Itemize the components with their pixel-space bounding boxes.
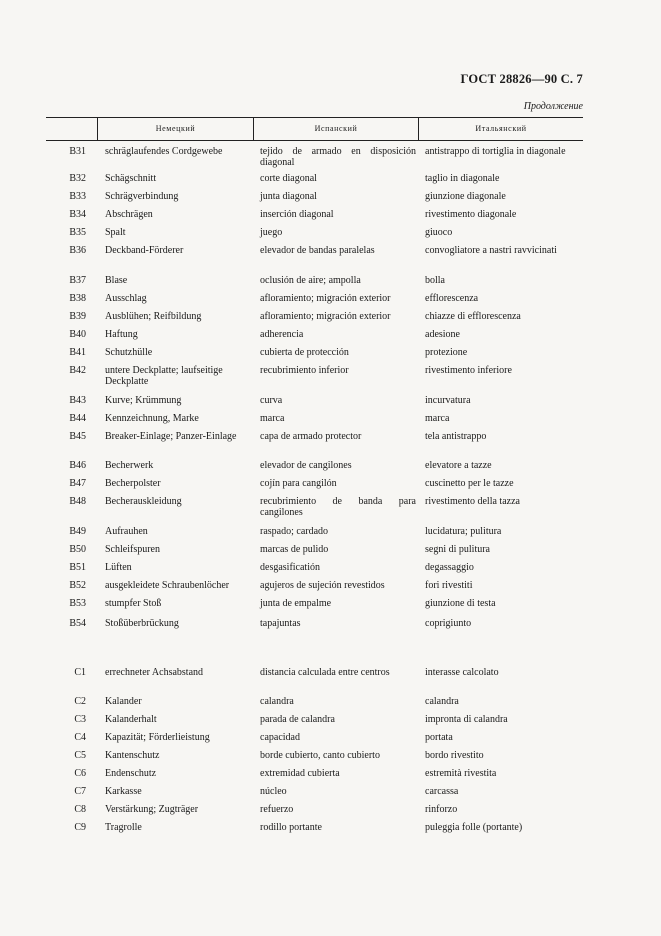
term-german: Kurve; Krümmung bbox=[105, 395, 182, 406]
continuation-label: Продолжение bbox=[523, 101, 583, 112]
term-spanish: oclusión de aire; ampolla bbox=[260, 275, 361, 286]
term-spanish: afloramiento; migración exterior bbox=[260, 293, 391, 304]
term-spanish: raspado; cardado bbox=[260, 526, 329, 537]
term-german: stumpfer Stoß bbox=[105, 598, 162, 609]
term-german: errechneter Achsabstand bbox=[105, 667, 204, 678]
term-code: B47 bbox=[69, 478, 86, 489]
term-german: Abschrägen bbox=[105, 209, 153, 220]
term-italian: rivestimento della tazza bbox=[425, 496, 520, 507]
term-spanish: adherencia bbox=[260, 329, 304, 340]
term-german: ausgekleidete Schraubenlöcher bbox=[105, 580, 230, 591]
term-spanish: cubierta de protección bbox=[260, 347, 349, 358]
term-code: B52 bbox=[69, 580, 86, 591]
term-italian: efflorescenza bbox=[425, 293, 479, 304]
term-code: B31 bbox=[69, 146, 86, 157]
term-spanish: curva bbox=[260, 395, 283, 406]
term-spanish: rodillo portante bbox=[260, 822, 322, 833]
term-spanish: borde cubierto, canto cubierto bbox=[260, 750, 380, 761]
term-german: Kalanderhalt bbox=[105, 714, 157, 725]
term-german: Kantenschutz bbox=[105, 750, 160, 761]
term-italian: rivestimento inferiore bbox=[425, 365, 512, 376]
term-italian: tela antistrappo bbox=[425, 431, 487, 442]
term-code: B49 bbox=[69, 526, 86, 537]
term-code: B48 bbox=[69, 496, 86, 507]
term-code: B32 bbox=[69, 173, 86, 184]
term-code: B40 bbox=[69, 329, 86, 340]
term-german: Ausschlag bbox=[105, 293, 147, 304]
term-spanish: núcleo bbox=[260, 786, 287, 797]
term-spanish: tejido de armado en disposición diagonal bbox=[260, 146, 416, 168]
term-code: C6 bbox=[74, 768, 86, 779]
term-spanish: extremidad cubierta bbox=[260, 768, 340, 779]
term-italian: giunzione di testa bbox=[425, 598, 496, 609]
term-spanish: recubrimiento inferior bbox=[260, 365, 349, 376]
term-spanish: calandra bbox=[260, 696, 294, 707]
term-code: B43 bbox=[69, 395, 86, 406]
term-spanish: agujeros de sujeción revestidos bbox=[260, 580, 385, 591]
term-spanish: elevador de bandas paralelas bbox=[260, 245, 375, 256]
column-header-spanish: Испанский bbox=[314, 124, 358, 133]
term-italian: taglio in diagonale bbox=[425, 173, 500, 184]
term-code: B33 bbox=[69, 191, 86, 202]
term-german: Stoßüberbrückung bbox=[105, 618, 179, 629]
term-italian: fori rivestiti bbox=[425, 580, 473, 591]
term-italian: segni di pulitura bbox=[425, 544, 490, 555]
term-italian: bordo rivestito bbox=[425, 750, 484, 761]
term-german: Kennzeichnung, Marke bbox=[105, 413, 199, 424]
term-code: B41 bbox=[69, 347, 86, 358]
term-italian: giunzione diagonale bbox=[425, 191, 506, 202]
term-italian: puleggia folle (portante) bbox=[425, 822, 523, 833]
term-german: Karkasse bbox=[105, 786, 142, 797]
term-german: Schleifspuren bbox=[105, 544, 160, 555]
term-italian: degassaggio bbox=[425, 562, 474, 573]
term-italian: bolla bbox=[425, 275, 445, 286]
term-italian: protezione bbox=[425, 347, 468, 358]
term-italian: rivestimento diagonale bbox=[425, 209, 517, 220]
term-spanish: junta de empalme bbox=[260, 598, 332, 609]
term-spanish: juego bbox=[260, 227, 283, 238]
term-code: B34 bbox=[69, 209, 86, 220]
term-german: Kapazität; Förderlieistung bbox=[105, 732, 210, 743]
term-code: B35 bbox=[69, 227, 86, 238]
term-german: untere Deckplatte; laufseitige Deckplatte bbox=[105, 365, 223, 387]
term-spanish: recubrimiento de banda para cangilones bbox=[260, 496, 416, 518]
column-header-german: Немецкий bbox=[155, 124, 196, 133]
term-spanish: corte diagonal bbox=[260, 173, 317, 184]
term-german: Ausblühen; Reifbildung bbox=[105, 311, 202, 322]
term-german: Breaker-Einlage; Panzer-Einlage bbox=[105, 431, 237, 442]
term-spanish: desgasificatión bbox=[260, 562, 320, 573]
term-german: Spalt bbox=[105, 227, 126, 238]
term-spanish: marca bbox=[260, 413, 285, 424]
term-code: C7 bbox=[74, 786, 86, 797]
term-italian: chiazze di efflorescenza bbox=[425, 311, 521, 322]
term-code: B51 bbox=[69, 562, 86, 573]
term-spanish: parada de calandra bbox=[260, 714, 335, 725]
term-code: B46 bbox=[69, 460, 86, 471]
page-header: ГОСТ 28826—90 С. 7 bbox=[460, 72, 583, 86]
term-italian: giuoco bbox=[425, 227, 453, 238]
term-italian: incurvatura bbox=[425, 395, 471, 406]
column-header-italian: Итальянский bbox=[475, 124, 527, 133]
term-italian: marca bbox=[425, 413, 450, 424]
term-code: C3 bbox=[74, 714, 86, 725]
term-italian: carcassa bbox=[425, 786, 459, 797]
term-code: B50 bbox=[69, 544, 86, 555]
term-italian: convogliatore a nastri ravvicinati bbox=[425, 245, 557, 256]
term-italian: interasse calcolato bbox=[425, 667, 499, 678]
term-german: Blase bbox=[105, 275, 128, 286]
term-spanish: capacidad bbox=[260, 732, 300, 743]
term-italian: calandra bbox=[425, 696, 459, 707]
term-german: Endenschutz bbox=[105, 768, 157, 779]
term-german: Schrägverbindung bbox=[105, 191, 179, 202]
term-spanish: inserción diagonal bbox=[260, 209, 334, 220]
term-code: C9 bbox=[74, 822, 86, 833]
term-italian: rinforzo bbox=[425, 804, 458, 815]
term-german: Deckband-Förderer bbox=[105, 245, 184, 256]
term-code: B42 bbox=[69, 365, 86, 376]
term-german: Lüften bbox=[105, 562, 132, 573]
term-code: C5 bbox=[74, 750, 86, 761]
term-code: B44 bbox=[69, 413, 86, 424]
term-italian: portata bbox=[425, 732, 453, 743]
term-code: C8 bbox=[74, 804, 86, 815]
term-code: B37 bbox=[69, 275, 86, 286]
term-code: B36 bbox=[69, 245, 86, 256]
term-italian: impronta di calandra bbox=[425, 714, 508, 725]
term-code: C1 bbox=[74, 667, 86, 678]
term-spanish: distancia calculada entre centros bbox=[260, 667, 390, 678]
term-code: B54 bbox=[69, 618, 86, 629]
table-header bbox=[46, 117, 583, 141]
term-spanish: marcas de pulido bbox=[260, 544, 329, 555]
term-italian: cuscinetto per le tazze bbox=[425, 478, 514, 489]
term-code: C4 bbox=[74, 732, 86, 743]
term-german: Aufrauhen bbox=[105, 526, 148, 537]
term-german: Schutzhülle bbox=[105, 347, 153, 358]
term-german: Haftung bbox=[105, 329, 138, 340]
term-italian: estremità rivestita bbox=[425, 768, 497, 779]
term-german: Kalander bbox=[105, 696, 142, 707]
term-german: Becherpolster bbox=[105, 478, 161, 489]
term-german: schräglaufendes Cordgewebe bbox=[105, 146, 223, 157]
term-italian: elevatore a tazze bbox=[425, 460, 492, 471]
term-italian: adesione bbox=[425, 329, 460, 340]
term-spanish: afloramiento; migración exterior bbox=[260, 311, 391, 322]
term-spanish: capa de armado protector bbox=[260, 431, 362, 442]
term-code: B53 bbox=[69, 598, 86, 609]
term-german: Tragrolle bbox=[105, 822, 142, 833]
term-german: Becherauskleidung bbox=[105, 496, 182, 507]
term-code: B38 bbox=[69, 293, 86, 304]
term-spanish: junta diagonal bbox=[260, 191, 317, 202]
term-spanish: tapajuntas bbox=[260, 618, 301, 629]
terms-table bbox=[46, 117, 583, 833]
term-code: B45 bbox=[69, 431, 86, 442]
term-code: B39 bbox=[69, 311, 86, 322]
term-spanish: elevador de cangilones bbox=[260, 460, 352, 471]
term-german: Becherwerk bbox=[105, 460, 154, 471]
term-code: C2 bbox=[74, 696, 86, 707]
term-german: Schägschnitt bbox=[105, 173, 157, 184]
term-spanish: refuerzo bbox=[260, 804, 294, 815]
term-italian: antistrappo di tortiglia in diagonale bbox=[425, 146, 566, 157]
term-italian: coprigiunto bbox=[425, 618, 472, 629]
term-german: Verstärkung; Zugträger bbox=[105, 804, 199, 815]
term-italian: lucidatura; pulitura bbox=[425, 526, 502, 537]
term-spanish: cojín para cangilón bbox=[260, 478, 337, 489]
